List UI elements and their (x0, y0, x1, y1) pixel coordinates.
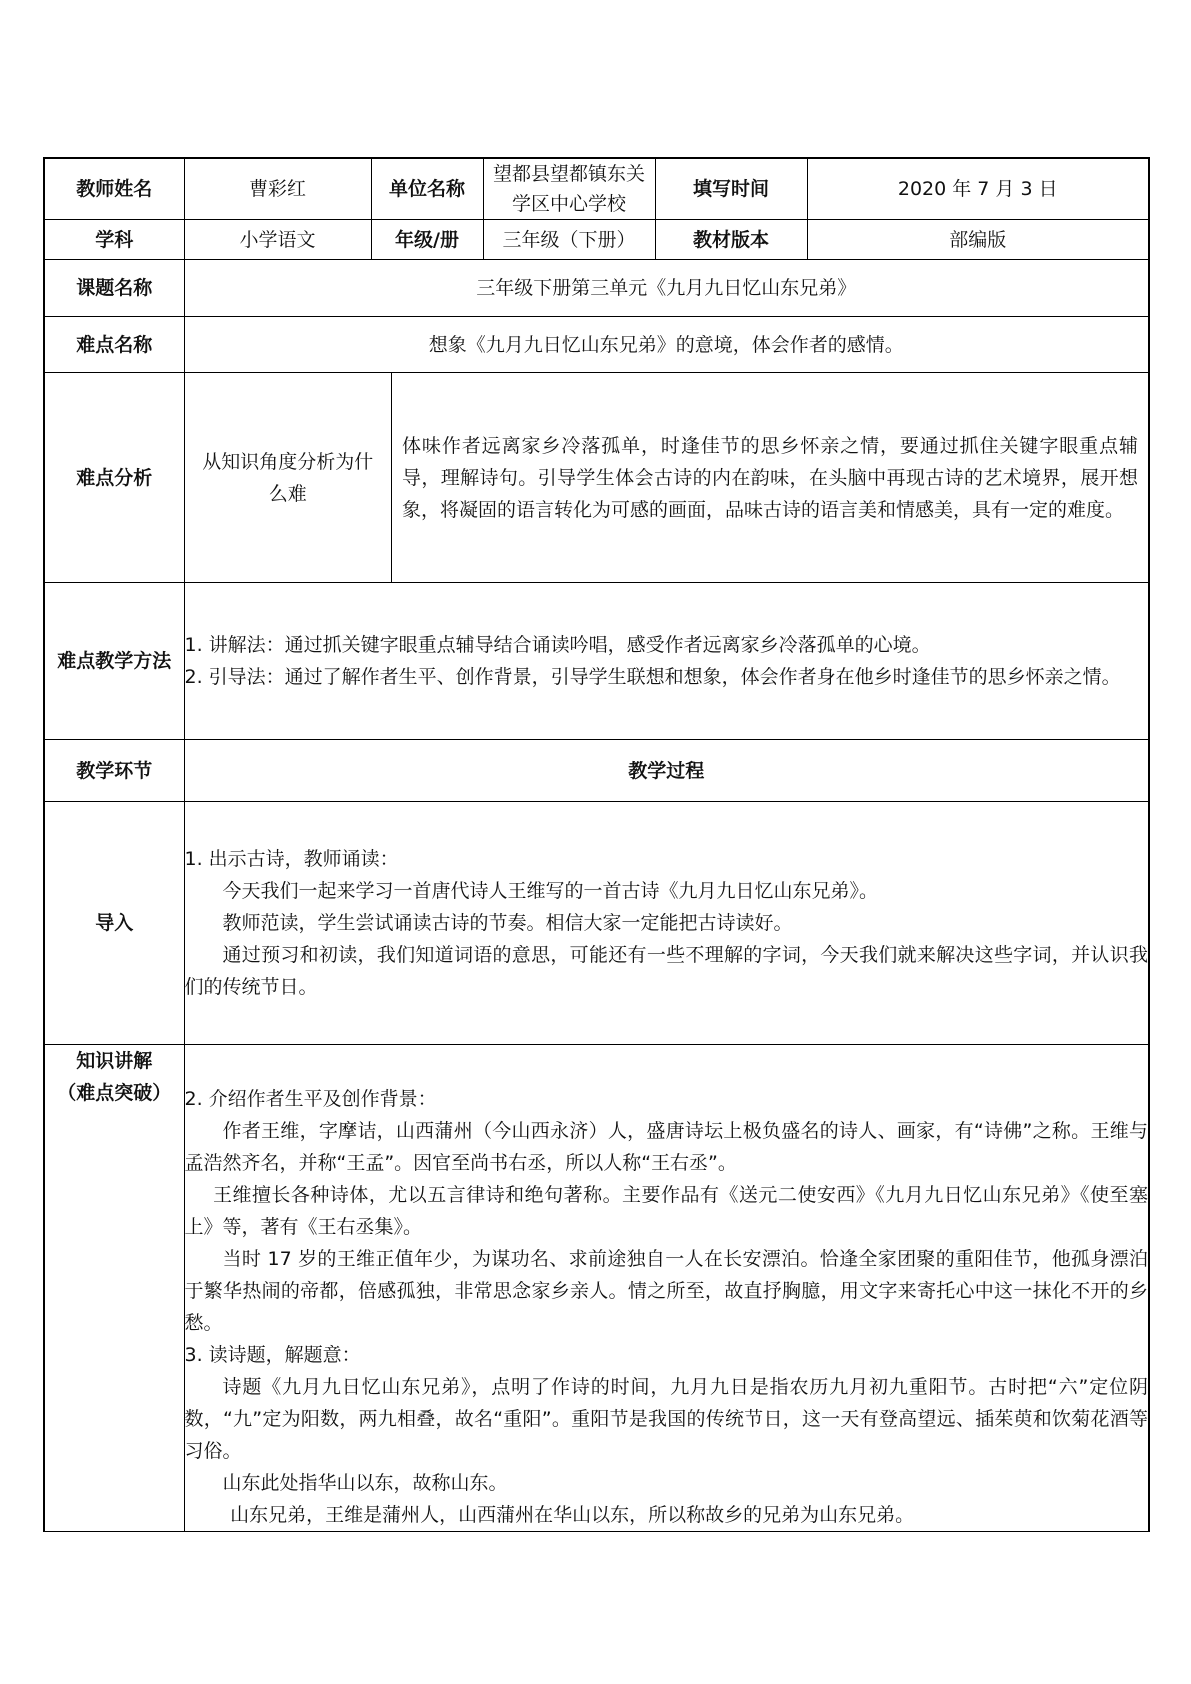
intro-line-1: 1. 出示古诗，教师诵读： (184, 848, 399, 870)
grade-label: 年级/册 (371, 220, 483, 260)
knowledge-line-5: 3. 读诗题，解题意： (184, 1344, 361, 1366)
topic-value: 三年级下册第三单元《九月九日忆山东兄弟》 (184, 260, 1149, 317)
methods-label: 难点教学方法 (44, 583, 184, 740)
knowledge-line-8: 山东兄弟，王维是蒲州人，山西蒲州在华山以东，所以称故乡的兄弟为山东兄弟。 (230, 1504, 915, 1526)
unit-name-label: 单位名称 (371, 158, 483, 220)
intro-line-2: 今天我们一起来学习一首唐代诗人王维写的一首古诗《九月九日忆山东兄弟》。 (222, 880, 879, 902)
analysis-inner-table (185, 373, 1149, 582)
grade-value: 三年级（下册） (483, 220, 655, 260)
topic-label: 课题名称 (44, 260, 184, 317)
knowledge-label-line-1: 知识讲解 (76, 1050, 153, 1072)
analysis-label: 难点分析 (44, 373, 184, 583)
teacher-name-label: 教师姓名 (44, 158, 184, 220)
row-teacher-info (44, 158, 1149, 220)
analysis-value: 体味作者远离家乡冷落孤单，时逢佳节的思乡怀亲之情，要通过抓住关键字眼重点辅导，理解诗句。引导学生体会古诗的内在韵味，在头脑中再现古诗的艺术境界，展开想象，将凝固的语言转化为可感的画面，品味古诗的语言美和情感美，具有一定的难度。 (402, 434, 1138, 521)
knowledge-line-7: 山东此处指华山以东，故称山东。 (222, 1472, 508, 1494)
teacher-name-value: 曹彩红 (184, 158, 371, 220)
intro-content (184, 802, 1149, 1045)
row-subject-info (44, 220, 1149, 260)
intro-line-4: 通过预习和初读，我们知道词语的意思，可能还有一些不理解的字词，今天我们就来解决这些字词，并认识我们的传统节日。 (184, 944, 1148, 998)
edition-value: 部编版 (807, 220, 1149, 260)
subject-label: 学科 (44, 220, 184, 260)
intro-line-3: 教师范读，学生尝试诵读古诗的节奏。相信大家一定能把古诗读好。 (222, 912, 793, 934)
knowledge-label-line-2: （难点突破） (57, 1082, 172, 1104)
fill-date-value: 2020 年 7 月 3 日 (807, 158, 1149, 220)
method-item-1: 1. 讲解法：通过抓关键字眼重点辅导结合诵读吟唱，感受作者远离家乡冷落孤单的心境。 (184, 634, 931, 656)
intro-label: 导入 (44, 802, 184, 1045)
row-difficulty (44, 317, 1149, 373)
knowledge-content (184, 1045, 1149, 1532)
teaching-stage-label: 教学环节 (44, 740, 184, 802)
knowledge-line-1: 2. 介绍作者生平及创作背景： (184, 1088, 437, 1110)
analysis-sub-label: 从知识角度分析为什么难 (185, 373, 392, 582)
unit-name-value: 望都县望都镇东关学区中心学校 (483, 158, 655, 220)
row-difficulty-analysis (44, 373, 1149, 583)
subject-value: 小学语文 (184, 220, 371, 260)
edition-label: 教材版本 (655, 220, 807, 260)
knowledge-line-3: 王维擅长各种诗体，尤以五言律诗和绝句著称。主要作品有《送元二使安西》《九月九日忆山东兄弟》《使至塞上》等，著有《王右丞集》。 (184, 1184, 1148, 1238)
teaching-process-label: 教学过程 (184, 740, 1149, 802)
row-teaching-methods (44, 583, 1149, 740)
row-intro (44, 802, 1149, 1045)
method-item-2: 2. 引导法：通过了解作者生平、创作背景，引导学生联想和想象，体会作者身在他乡时逢佳节的思乡怀亲之情。 (184, 666, 1121, 688)
row-process-header (44, 740, 1149, 802)
methods-content (184, 583, 1149, 740)
lesson-form-table (43, 157, 1150, 1532)
row-knowledge (44, 1045, 1149, 1532)
knowledge-line-4: 当时 17 岁的王维正值年少，为谋功名、求前途独自一人在长安漂泊。恰逢全家团聚的重阳佳节，他孤身漂泊于繁华热闹的帝都，倍感孤独，非常思念家乡亲人。情之所至，故直抒胸臆，用文字来寄托心中这一抹化不开的乡愁。 (184, 1248, 1148, 1334)
difficulty-value: 想象《九月九日忆山东兄弟》的意境，体会作者的感情。 (184, 317, 1149, 373)
row-topic (44, 260, 1149, 317)
difficulty-label: 难点名称 (44, 317, 184, 373)
knowledge-label (44, 1045, 184, 1532)
fill-date-label: 填写时间 (655, 158, 807, 220)
knowledge-line-2: 作者王维，字摩诘，山西蒲州（今山西永济）人，盛唐诗坛上极负盛名的诗人、画家，有“诗佛”之称。王维与孟浩然齐名，并称“王孟”。因官至尚书右丞，所以人称“王右丞”。 (184, 1120, 1148, 1174)
knowledge-line-6: 诗题《九月九日忆山东兄弟》，点明了作诗的时间，九月九日是指农历九月初九重阳节。古时把“六”定位阴数，“九”定为阳数，两九相叠，故名“重阳”。重阳节是我国的传统节日，这一天有登高望远、插茱萸和饮菊花酒等习俗。 (184, 1376, 1148, 1462)
